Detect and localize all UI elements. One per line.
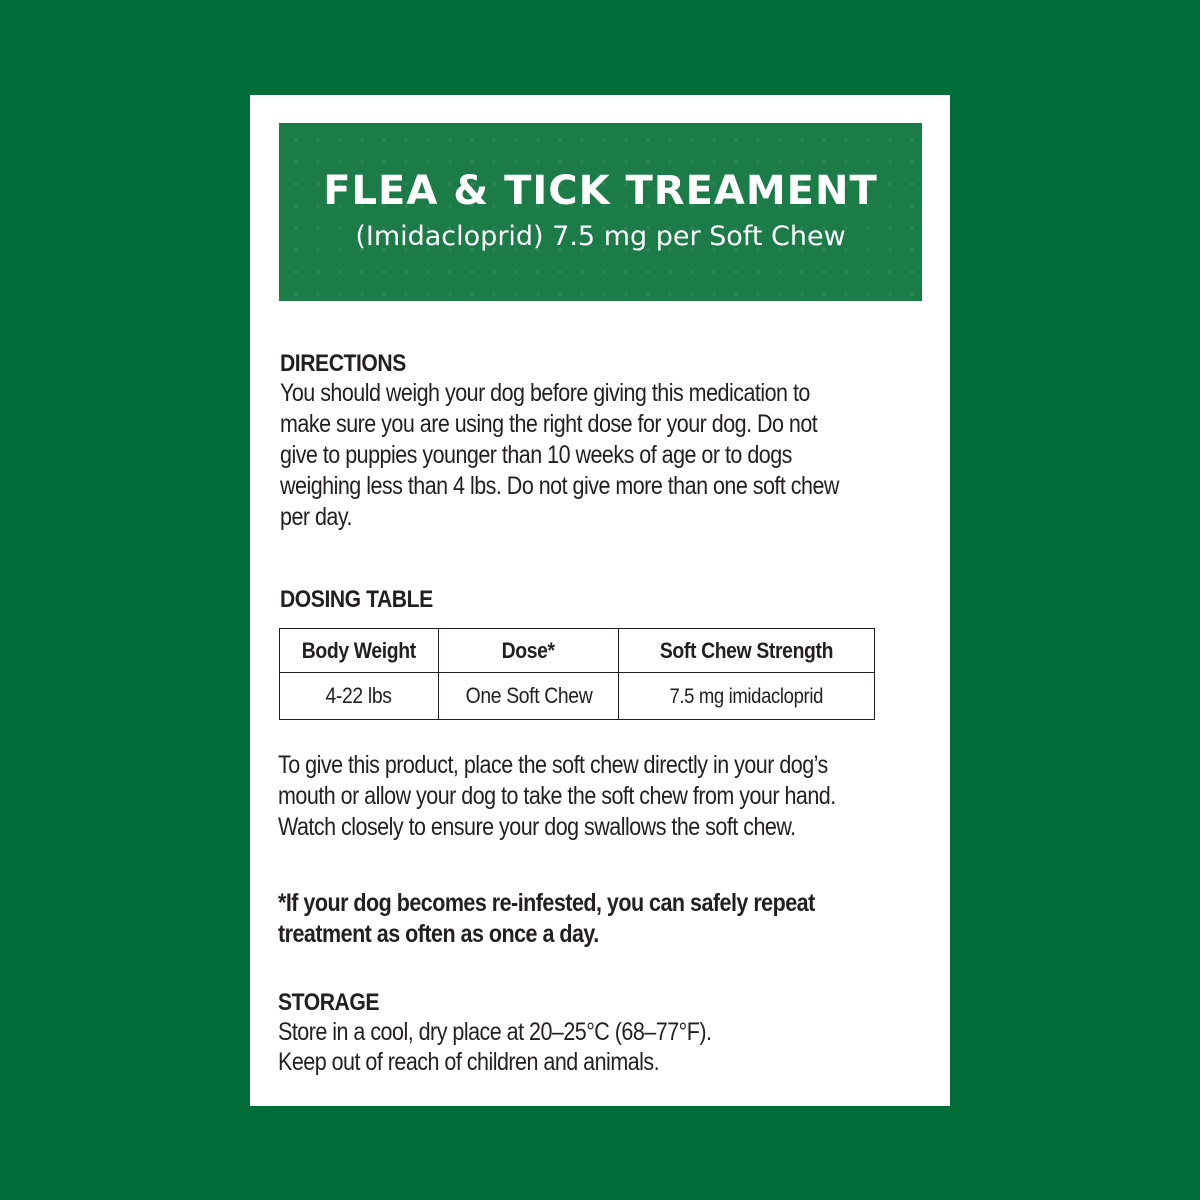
column-header-dose: Dose* [439,629,619,673]
directions-line: You should weigh your dog before giving this medication to [280,379,810,407]
reinfestation-note [278,888,880,950]
column-header-body-weight: Body Weight [280,629,439,673]
storage-heading: STORAGE [278,989,379,1016]
directions-heading: DIRECTIONS [280,350,406,377]
directions-line: give to puppies younger than 10 weeks of age or to dogs [280,441,792,469]
administration-line: Watch closely to ensure your dog swallows the soft chew. [278,813,796,841]
table-header-row [280,629,875,673]
storage-line: Store in a cool, dry place at 20–25°C (68–77°F). [278,1018,712,1046]
directions-line: weighing less than 4 lbs. Do not give more than one soft chew [280,472,839,500]
directions-line: make sure you are using the right dose for your dog. Do not [280,410,818,438]
title-banner [279,123,922,301]
product-title: FLEA & TICK TREAMENT [323,168,878,214]
administration-text [278,750,880,843]
product-subtitle: (Imidacloprid) 7.5 mg per Soft Chew [355,221,846,252]
column-header-strength: Soft Chew Strength [619,629,875,673]
cell-body-weight: 4-22 lbs [280,673,439,720]
cell-strength: 7.5 mg imidacloprid [619,673,875,720]
table-row [280,673,875,720]
product-label-card [250,95,950,1106]
note-line: *If your dog becomes re-infested, you can safely repeat [278,889,815,917]
storage-line: Keep out of reach of children and animals. [278,1048,660,1076]
cell-dose: One Soft Chew [439,673,619,720]
dosing-table-heading: DOSING TABLE [280,586,433,613]
storage-text [278,1017,880,1077]
dosing-table [279,628,875,720]
note-line: treatment as often as once a day. [278,920,599,948]
administration-line: To give this product, place the soft chew directly in your dog’s [278,751,828,779]
administration-line: mouth or allow your dog to take the soft chew from your hand. [278,782,836,810]
directions-line: per day. [280,503,352,531]
directions-text [280,378,882,533]
